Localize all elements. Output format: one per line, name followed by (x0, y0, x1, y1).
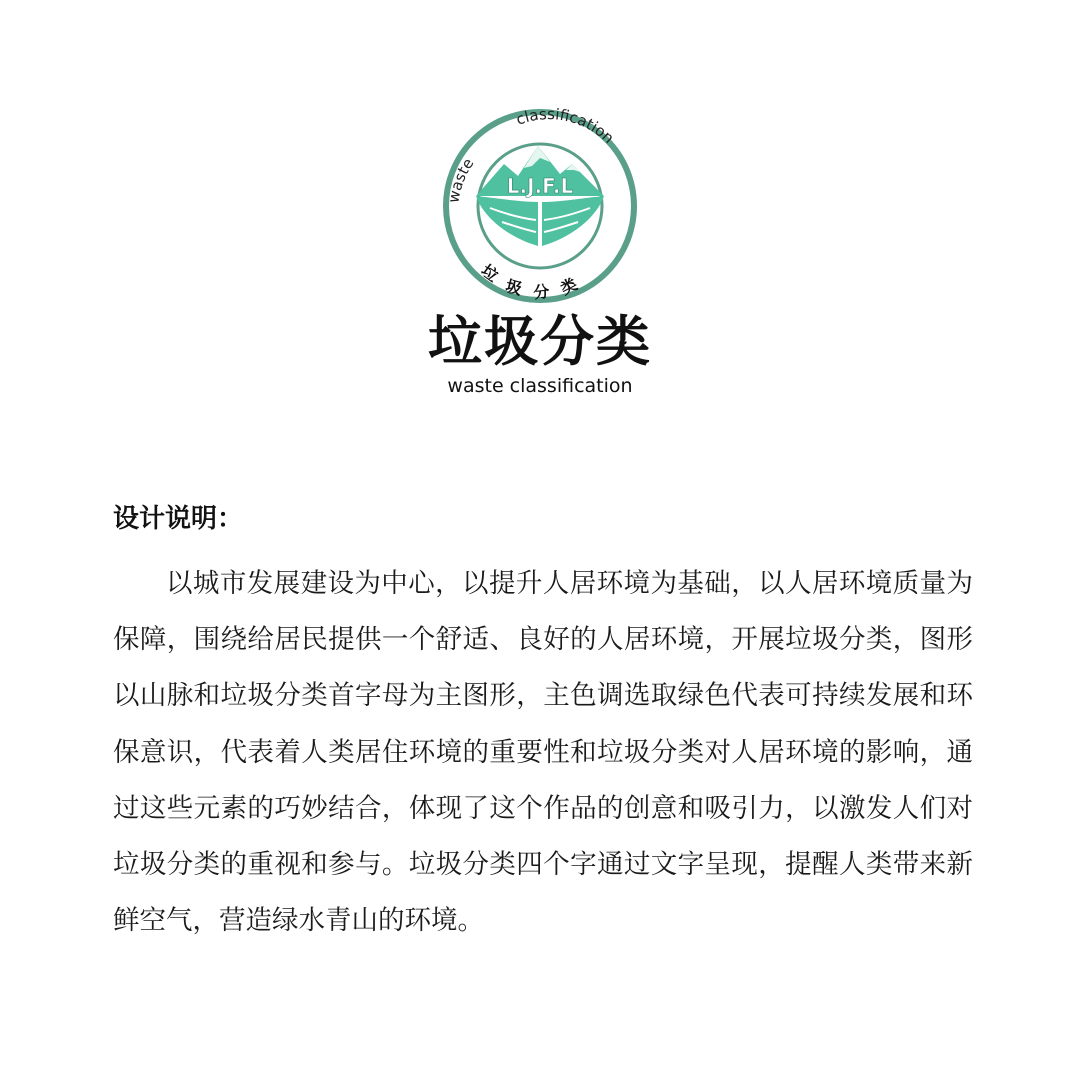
wings-icon (476, 196, 604, 246)
description-heading: 设计说明： (113, 504, 244, 534)
description-body: 以城市发展建设为中心，以提升人居环境为基础，以人居环境质量为保障，围绕给居民提供一个舒适、良好的人居环境，开展垃圾分类，图形以山脉和垃圾分类首字母为主图形，主色调选取绿色代表可持续发展和环保意识，代表着人类居住环境的重要性和垃圾分类对人居环境的影响，通过这些元素的巧妙结合，体现了这个作品的创意和吸引力，以激发人们对垃圾分类的重视和参与。垃圾分类四个字通过文字呈现，提醒人类带来新鲜空气，营造绿水青山的环境。 (113, 568, 973, 937)
logo-letters: L.J.F.L (506, 174, 574, 198)
logo-emblem (420, 106, 660, 306)
title-english: waste classification (447, 375, 633, 397)
arc-text-waste: waste (444, 154, 478, 205)
logo (420, 106, 660, 306)
title-chinese: 垃圾分类 (428, 310, 652, 373)
arc-text-cn: 垃圾分类 (477, 260, 593, 303)
arc-text-classification: classification (513, 106, 618, 148)
